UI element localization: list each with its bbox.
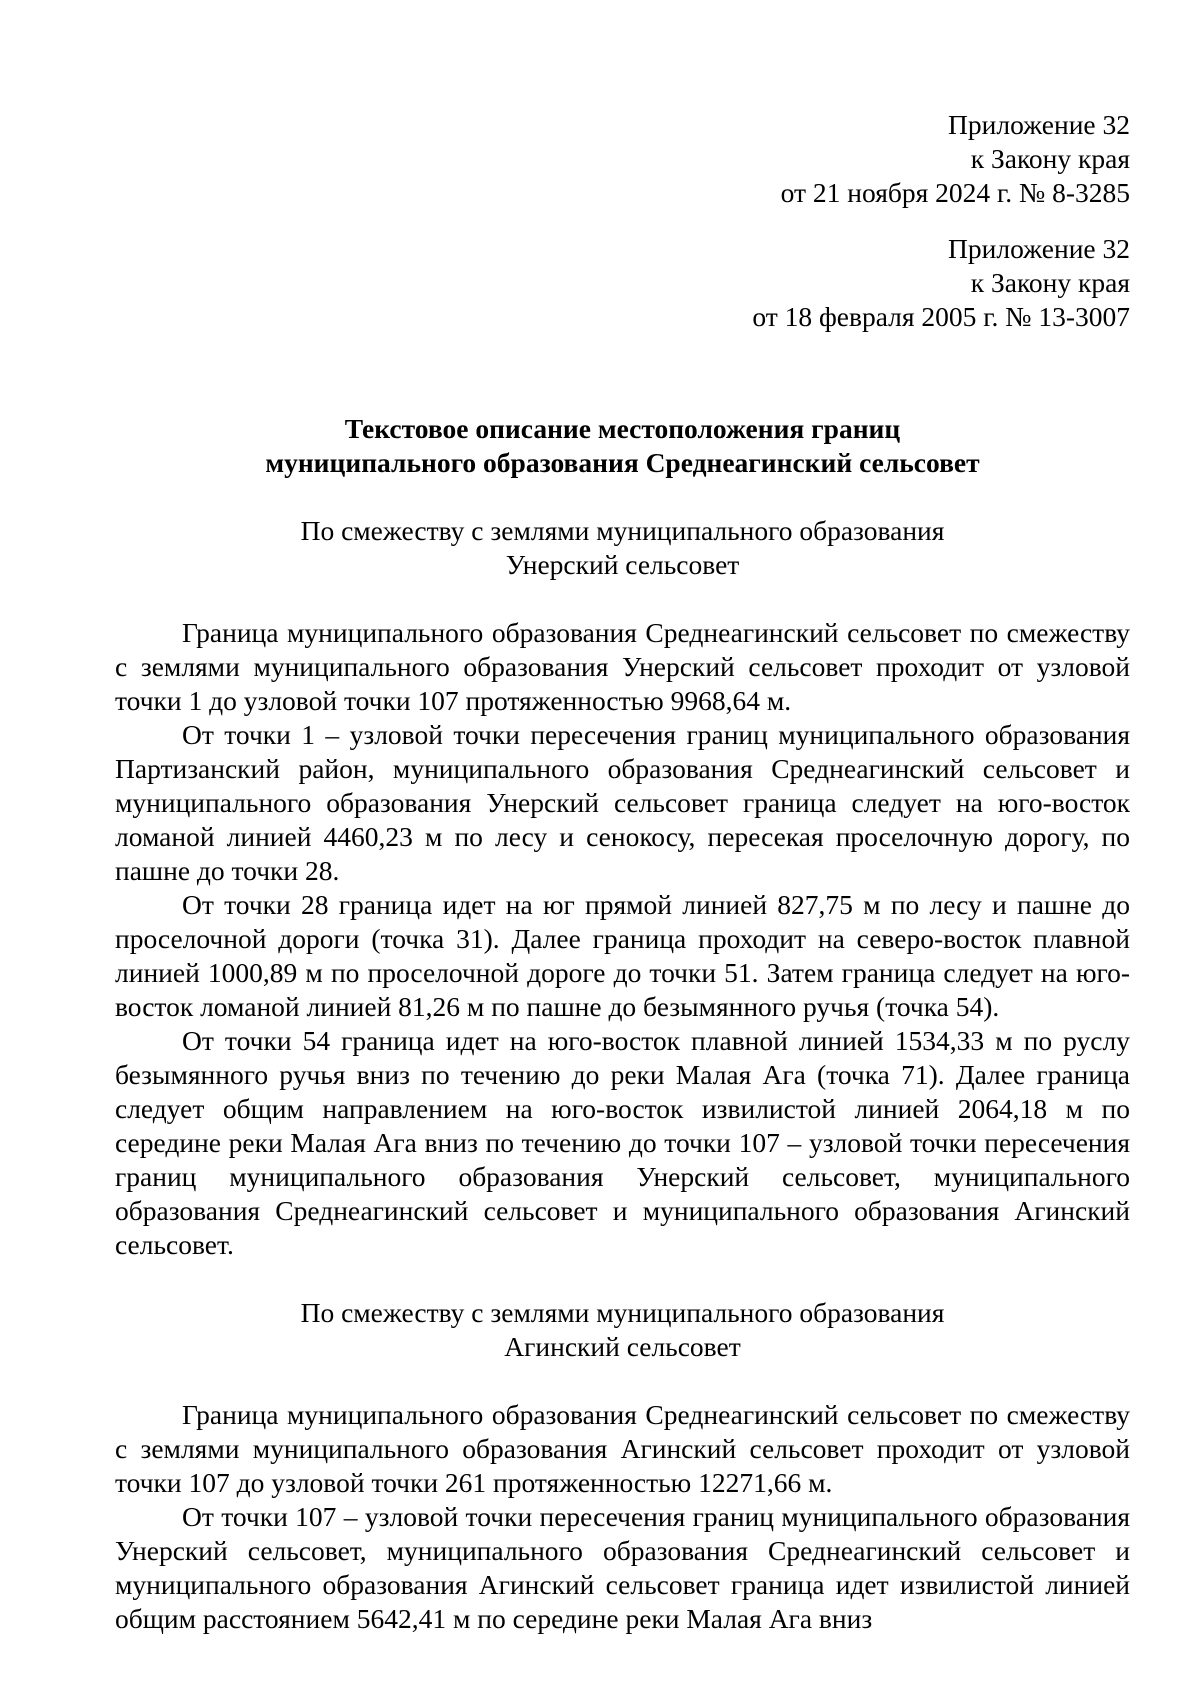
annex-law-date: от 21 ноября 2024 г. № 8-3285 — [780, 177, 1130, 208]
annex-number: Приложение 32 — [948, 233, 1130, 264]
annex-header-original — [115, 232, 1130, 334]
section-heading-aginsky — [115, 1296, 1130, 1364]
document-title — [115, 412, 1130, 480]
document-title-line-1: Текстовое описание местоположения границ — [344, 413, 901, 444]
section-heading-unersky — [115, 514, 1130, 582]
document-title-line-2: муниципального образования Среднеагинский сельсовет — [265, 447, 980, 478]
paragraph: От точки 54 граница идет на юго-восток плавной линией 1534,33 м по руслу безымянного ручья вниз по течению до реки Малая Ага (точка 71). Далее граница следует общим направлением на юго-восток извилистой линией 2064,18 м по середине реки Малая Ага вниз по течению до точки 107 – узловой точки пересечения границ муниципального образования Унерский сельсовет, муниципального образования Среднеагинский сельсовет и муниципального образования Агинский сельсовет. — [115, 1025, 1130, 1260]
section-heading-line-1: По смежеству с землями муниципального образования — [300, 1297, 945, 1328]
paragraph: От точки 28 граница идет на юг прямой линией 827,75 м по лесу и пашне до проселочной дороги (точка 31). Далее граница проходит на северо-восток плавной линией 1000,89 м по проселочной дороге до точки 51. Затем граница следует на юго-восток ломаной линией 81,26 м по пашне до безымянного ручья (точка 54). — [115, 889, 1130, 1022]
paragraph: От точки 1 – узловой точки пересечения границ муниципального образования Партизанский район, муниципального образования Среднеагинский сельсовет и муниципального образования Унерский сельсовет граница следует на юго-восток ломаной линией 4460,23 м по лесу и сенокосу, пересекая проселочную дорогу, по пашне до точки 28. — [115, 719, 1130, 886]
annex-number: Приложение 32 — [948, 109, 1130, 140]
annex-header-current — [115, 108, 1130, 210]
paragraph: Граница муниципального образования Среднеагинский сельсовет по смежеству с землями муниципального образования Унерский сельсовет проходит от узловой точки 1 до узловой точки 107 протяженностью 9968,64 м. — [115, 617, 1130, 716]
section-heading-line-2: Унерский сельсовет — [505, 549, 740, 580]
annex-law-ref: к Закону края — [970, 267, 1130, 298]
section-heading-line-2: Агинский сельсовет — [504, 1331, 741, 1362]
annex-law-ref: к Закону края — [970, 143, 1130, 174]
document-page — [115, 108, 1130, 1636]
paragraph: От точки 107 – узловой точки пересечения границ муниципального образования Унерский сельсовет, муниципального образования Среднеагинский сельсовет и муниципального образования Агинский сельсовет граница идет извилистой линией общим расстоянием 5642,41 м по середине реки Малая Ага вниз — [115, 1501, 1130, 1634]
paragraph: Граница муниципального образования Среднеагинский сельсовет по смежеству с землями муниципального образования Агинский сельсовет проходит от узловой точки 107 до узловой точки 261 протяженностью 12271,66 м. — [115, 1399, 1130, 1498]
section-heading-line-1: По смежеству с землями муниципального образования — [300, 515, 945, 546]
annex-law-date: от 18 февраля 2005 г. № 13-3007 — [752, 301, 1130, 332]
